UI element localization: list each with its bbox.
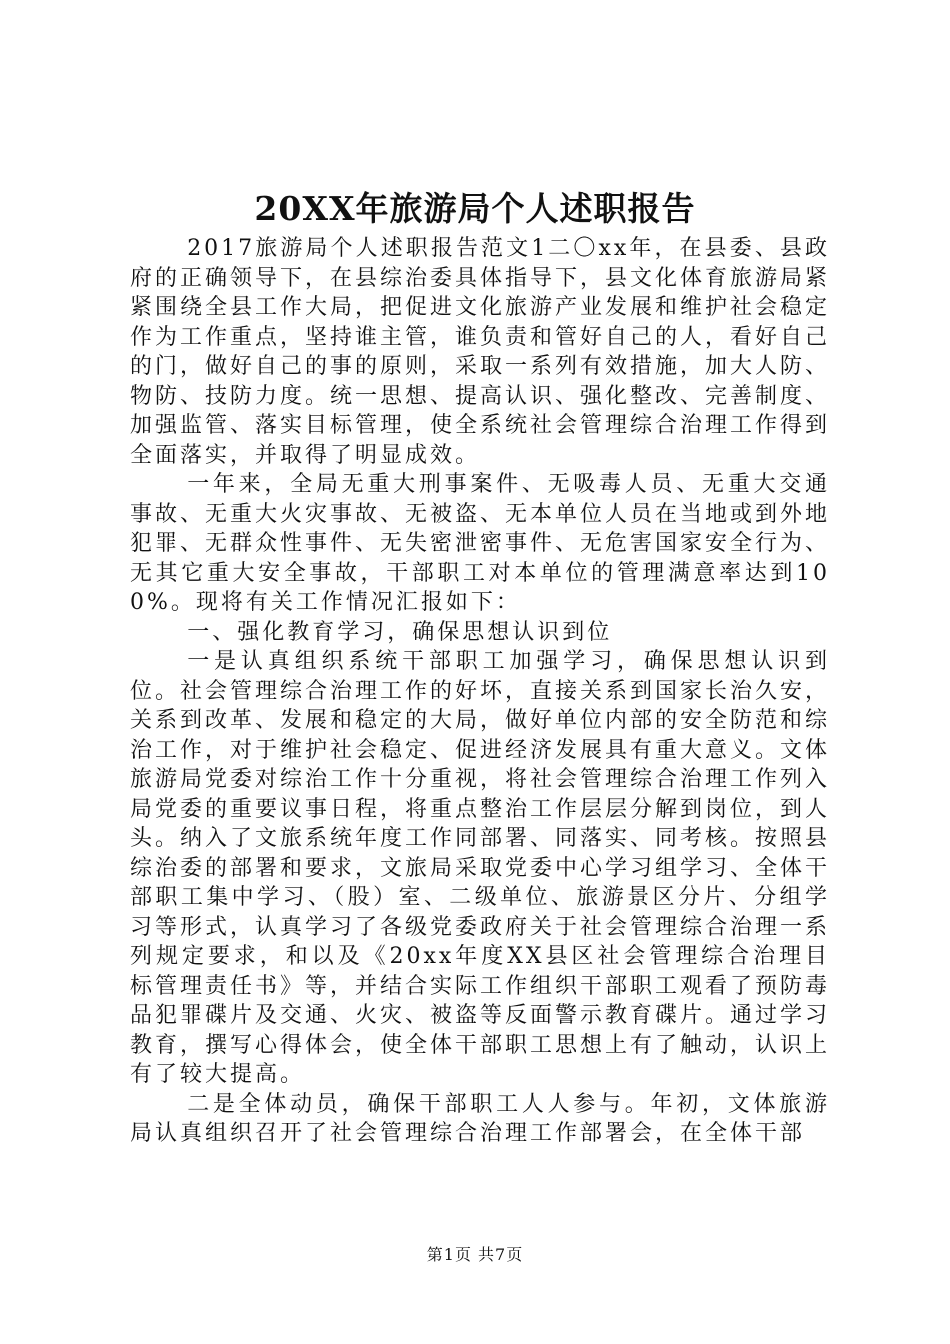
document-body [130, 234, 830, 1149]
document-title: 20XX年旅游局个人述职报告 [254, 189, 696, 228]
paragraph-mobilization: 二是全体动员，确保干部职工人人参与。年初，文体旅游局认真组织召开了社会管理综合治理工作部署会，在全体干部 [130, 1091, 830, 1146]
paragraph-intro: 2017旅游局个人述职报告范文1二〇xx年，在县委、县政府的正确领导下，在县综治委具体指导下，县文化体育旅游局紧紧围绕全县工作大局，把促进文化旅游产业发展和维护社会稳定作为工作重点，坚持谁主管，谁负责和管好自己的人，看好自己的门，做好自己的事的原则，采取一系列有效措施，加大人防、物防、技防力度。统一思想、提高认识、强化整改、完善制度、加强监管、落实目标管理，使全系统社会管理综合治理工作得到全面落实，并取得了明显成效。 [130, 236, 831, 468]
section-heading: 一、强化教育学习，确保思想认识到位 [187, 619, 613, 645]
paragraph-summary: 一年来，全局无重大刑事案件、无吸毒人员、无重大交通事故、无重大火灾事故、无被盗、无本单位人员在当地或到外地犯罪、无群众性事件、无失密泄密事件、无危害国家安全行为、无其它重大安全事故，干部职工对本单位的管理满意率达到100%。现将有关工作情况汇报如下： [130, 472, 831, 615]
paragraph-study: 一是认真组织系统干部职工加强学习，确保思想认识到位。社会管理综合治理工作的好坏，直接关系到国家长治久安，关系到改革、发展和稳定的大局，做好单位内部的安全防范和综治工作，对于维护社会稳定、促进经济发展具有重大意义。文体旅游局党委对综治工作十分重视，将社会管理综合治理工作列入局党委的重要议事日程，将重点整治工作层层分解到岗位，到人头。纳入了文旅系统年度工作同部署、同落实、同考核。按照县综治委的部署和要求，文旅局采取党委中心学习组学习、全体干部职工集中学习、（股）室、二级单位、旅游景区分片、分组学习等形式，认真学习了各级党委政府关于社会管理综合治理一系列规定要求，和以及《20xx年度XX县区社会管理综合治理目标管理责任书》等，并结合实际工作组织干部职工观看了预防毒品犯罪碟片及交通、火灾、被盗等反面警示教育碟片。通过学习教育，撰写心得体会，使全体干部职工思想上有了触动，认识上有了较大提高。 [130, 649, 831, 1087]
page-number-footer: 第1页 共7页 [426, 1245, 524, 1264]
